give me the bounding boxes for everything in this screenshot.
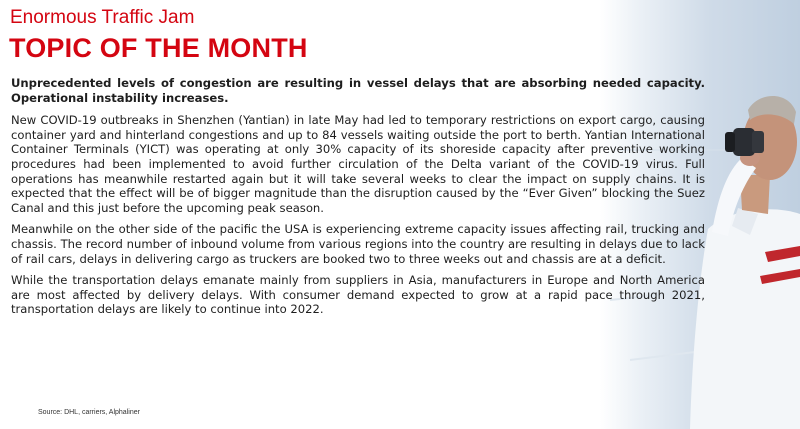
body-paragraph: Meanwhile on the other side of the pacific the USA is experiencing extreme capacity issues affecting rail, trucking and chassis. The record number of inbound volume from various regions into the country are resulting in delays due to lack of rail cars, delays in delivering cargo as truckers are booked two to three weeks out and chassis are at a deficit. — [11, 222, 705, 266]
source-note: Source: DHL, carriers, Alphaliner — [38, 409, 140, 416]
article-body — [11, 76, 705, 324]
lead-paragraph: Unprecedented levels of congestion are resulting in vessel delays that are absorbing needed capacity. Operational instability increases. — [11, 76, 705, 105]
body-paragraph: New COVID-19 outbreaks in Shenzhen (Yantian) in late May had led to temporary restrictions on export cargo, causing container yard and hinterland congestions and up to 84 vessels waiting outside the port to berth. Yantian International Container Terminals (YICT) was operating at only 30% capacity of its shoreside capacity after preventive working procedures had been implemented to avoid further circulation of the Delta variant of the COVID-19 virus. Full operations has meanwhile restarted again but it will take several weeks to clear the impact on supply chains. It is expected that the effect will be of bigger magnitude than the disruption caused by the “Ever Given” blocking the Suez Canal and this just before the upcoming peak season. — [11, 113, 705, 215]
page-title: TOPIC OF THE MONTH — [9, 33, 308, 63]
section-kicker: Enormous Traffic Jam — [10, 7, 195, 28]
body-paragraph: While the transportation delays emanate mainly from suppliers in Asia, manufacturers in Europe and North America are most affected by delivery delays. With consumer demand expected to grow at a rapid pace through 2021, transportation delays are likely to continue into 2022. — [11, 273, 705, 317]
